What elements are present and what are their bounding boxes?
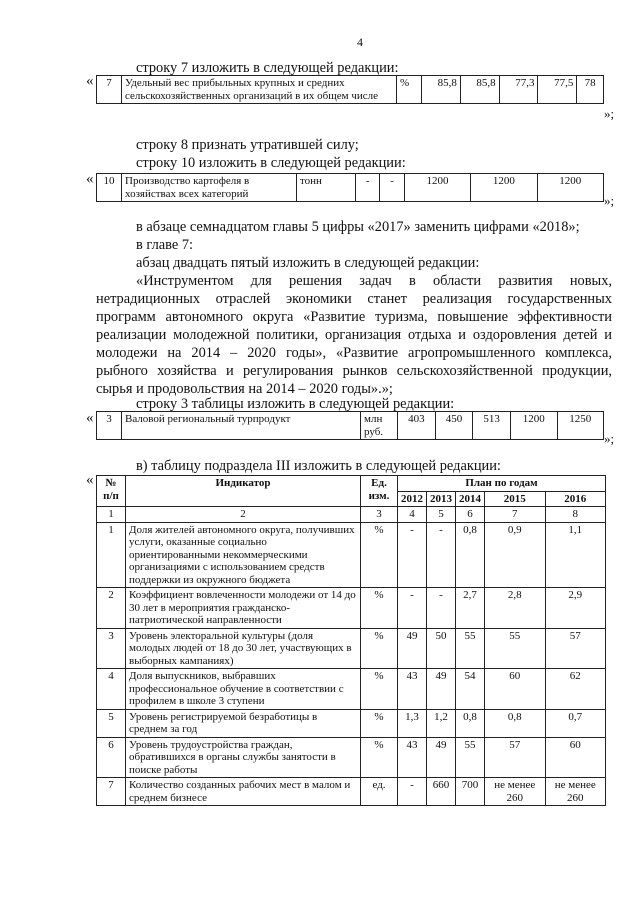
header-year: 2013 — [427, 491, 456, 507]
column-number: 8 — [545, 507, 606, 523]
column-number: 4 — [398, 507, 427, 523]
value: 78 — [577, 76, 604, 104]
unit: % — [361, 628, 398, 669]
value: 49 — [427, 669, 456, 710]
open-quote: « — [86, 171, 94, 187]
indicator-text: Уровень трудоустройства граждан, обратившихся в органы службы занятости в поиске работы — [126, 737, 361, 778]
unit: % — [361, 709, 398, 737]
indicator-text: Коэффициент вовлеченности молодежи от 14 до 30 лет в мероприятия гражданско-патриотической направленности — [126, 588, 361, 629]
value: 0,7 — [545, 709, 606, 737]
value: 1,1 — [545, 522, 606, 588]
para-line: реализации молодежной политики, организация отдыха и оздоровления детей и — [96, 327, 612, 343]
close-quote: »; — [604, 106, 615, 121]
row-number: 4 — [97, 669, 126, 710]
indicator-text: Доля выпускников, выбравших профессиональное обучение в соответствии с профилем в школе 3 ступени — [126, 669, 361, 710]
row-number: 3 — [97, 412, 122, 440]
row3-table — [96, 411, 604, 440]
row-number: 7 — [97, 76, 122, 104]
value: 62 — [545, 669, 606, 710]
indicators-table — [96, 475, 606, 806]
indicator-text: Производство картофеля в хозяйствах всех категорий — [122, 174, 297, 202]
paragraph: в) таблицу подраздела III изложить в следующей редакции: — [136, 458, 501, 474]
row-number: 10 — [97, 174, 122, 202]
para-line: сырья и продовольствия на 2014 – 2020 годы».»; — [96, 381, 393, 397]
column-number: 5 — [427, 507, 456, 523]
value: 2,8 — [485, 588, 546, 629]
column-number: 6 — [456, 507, 485, 523]
column-number: 1 — [97, 507, 126, 523]
value: 700 — [456, 778, 485, 806]
paragraph: в абзаце семнадцатом главы 5 цифры «2017» заменить цифрами «2018»; — [136, 219, 580, 235]
value: 43 — [398, 737, 427, 778]
header-unit: Ед. изм. — [361, 476, 398, 507]
column-number: 7 — [485, 507, 546, 523]
value: 1250 — [557, 412, 604, 440]
unit: млн руб. — [361, 412, 398, 440]
value: - — [427, 588, 456, 629]
para-line: молодежи на 2014 – 2020 годы», «Развитие агропромышленного комплекса, — [96, 345, 612, 361]
value: 2,7 — [456, 588, 485, 629]
table-row — [97, 588, 606, 629]
value: 77,3 — [499, 76, 538, 104]
value: 403 — [398, 412, 436, 440]
row-number: 6 — [97, 737, 126, 778]
table-row — [97, 778, 606, 806]
value: не менее 260 — [545, 778, 606, 806]
value: 85,8 — [422, 76, 461, 104]
para-line: рыбного хозяйства и регулирования рынков сельскохозяйственной продукции, — [96, 363, 612, 379]
table-row — [97, 628, 606, 669]
header-num: № п/п — [97, 476, 126, 507]
para-line: нетрадиционных отраслей экономики станет реализация государственных — [96, 291, 612, 307]
indicator-text: Удельный вес прибыльных крупных и средних сельскохозяйственных организаций в их общем числе — [122, 76, 397, 104]
value: 1,3 — [398, 709, 427, 737]
indicator-text: Валовой региональный турпродукт — [122, 412, 361, 440]
value: 57 — [545, 628, 606, 669]
header-year: 2014 — [456, 491, 485, 507]
row-number: 5 — [97, 709, 126, 737]
value: 55 — [456, 628, 485, 669]
value: 0,8 — [456, 709, 485, 737]
row-number: 3 — [97, 628, 126, 669]
value: - — [398, 522, 427, 588]
paragraph: строку 10 изложить в следующей редакции: — [136, 155, 406, 171]
value: 1200 — [537, 174, 603, 202]
value: 660 — [427, 778, 456, 806]
header-year: 2012 — [398, 491, 427, 507]
header-plan: План по годам — [398, 476, 606, 492]
value: 0,9 — [485, 522, 546, 588]
header-indicator: Индикатор — [126, 476, 361, 507]
value: 1,2 — [427, 709, 456, 737]
open-quote: « — [86, 472, 94, 488]
value: 85,8 — [460, 76, 499, 104]
value: - — [427, 522, 456, 588]
para-line: «Инструментом для решения задач в области развития новых, — [136, 273, 612, 289]
para-line: программ автономного округа «Развитие туризма, повышение эффективности — [96, 309, 612, 325]
value: 450 — [435, 412, 473, 440]
unit: тонн — [297, 174, 356, 202]
value: 0,8 — [456, 522, 485, 588]
table-row — [97, 522, 606, 588]
value: 77,5 — [538, 76, 577, 104]
row-number: 7 — [97, 778, 126, 806]
value: 50 — [427, 628, 456, 669]
value: 2,9 — [545, 588, 606, 629]
unit: ед. — [361, 778, 398, 806]
value: - — [356, 174, 380, 202]
unit: % — [361, 588, 398, 629]
indicator-text: Количество созданных рабочих мест в малом и среднем бизнесе — [126, 778, 361, 806]
indicator-text: Уровень регистрируемой безработицы в среднем за год — [126, 709, 361, 737]
unit: % — [397, 76, 422, 104]
paragraph: строку 8 признать утратившей силу; — [136, 137, 359, 153]
value: - — [398, 588, 427, 629]
row7-table — [96, 75, 604, 104]
value: 60 — [485, 669, 546, 710]
value: не менее 260 — [485, 778, 546, 806]
paragraph: в главе 7: — [136, 237, 194, 253]
header-year: 2016 — [545, 491, 606, 507]
value: - — [398, 778, 427, 806]
value: 55 — [485, 628, 546, 669]
table-row — [97, 669, 606, 710]
value: 57 — [485, 737, 546, 778]
column-number: 3 — [361, 507, 398, 523]
row10-table — [96, 173, 604, 202]
value: 43 — [398, 669, 427, 710]
value: 55 — [456, 737, 485, 778]
close-quote: »; — [604, 431, 615, 446]
row-number: 1 — [97, 522, 126, 588]
unit: % — [361, 669, 398, 710]
value: 0,8 — [485, 709, 546, 737]
value: 49 — [427, 737, 456, 778]
value: 513 — [473, 412, 511, 440]
page-number: 4 — [357, 35, 363, 49]
unit: % — [361, 737, 398, 778]
indicator-text: Доля жителей автономного округа, получивших услуги, оказанные социально ориентированными некоммерческими организациями с использованием средств поддержки из окружного бюджета — [126, 522, 361, 588]
row-number: 2 — [97, 588, 126, 629]
open-quote: « — [86, 73, 94, 89]
value: 49 — [398, 628, 427, 669]
column-number: 2 — [126, 507, 361, 523]
value: 1200 — [404, 174, 470, 202]
paragraph: строку 7 изложить в следующей редакции: — [136, 60, 399, 76]
value: 1200 — [511, 412, 557, 440]
value: 1200 — [471, 174, 537, 202]
paragraph: абзац двадцать пятый изложить в следующей редакции: — [136, 255, 480, 271]
open-quote: « — [86, 410, 94, 426]
unit: % — [361, 522, 398, 588]
value: 54 — [456, 669, 485, 710]
table-row — [97, 737, 606, 778]
table-row — [97, 709, 606, 737]
value: - — [380, 174, 404, 202]
indicator-text: Уровень электоральной культуры (доля молодых людей от 18 до 30 лет, участвующих в выборных кампаниях) — [126, 628, 361, 669]
header-year: 2015 — [485, 491, 546, 507]
close-quote: »; — [604, 193, 615, 208]
paragraph: строку 3 таблицы изложить в следующей редакции: — [136, 396, 455, 412]
value: 60 — [545, 737, 606, 778]
